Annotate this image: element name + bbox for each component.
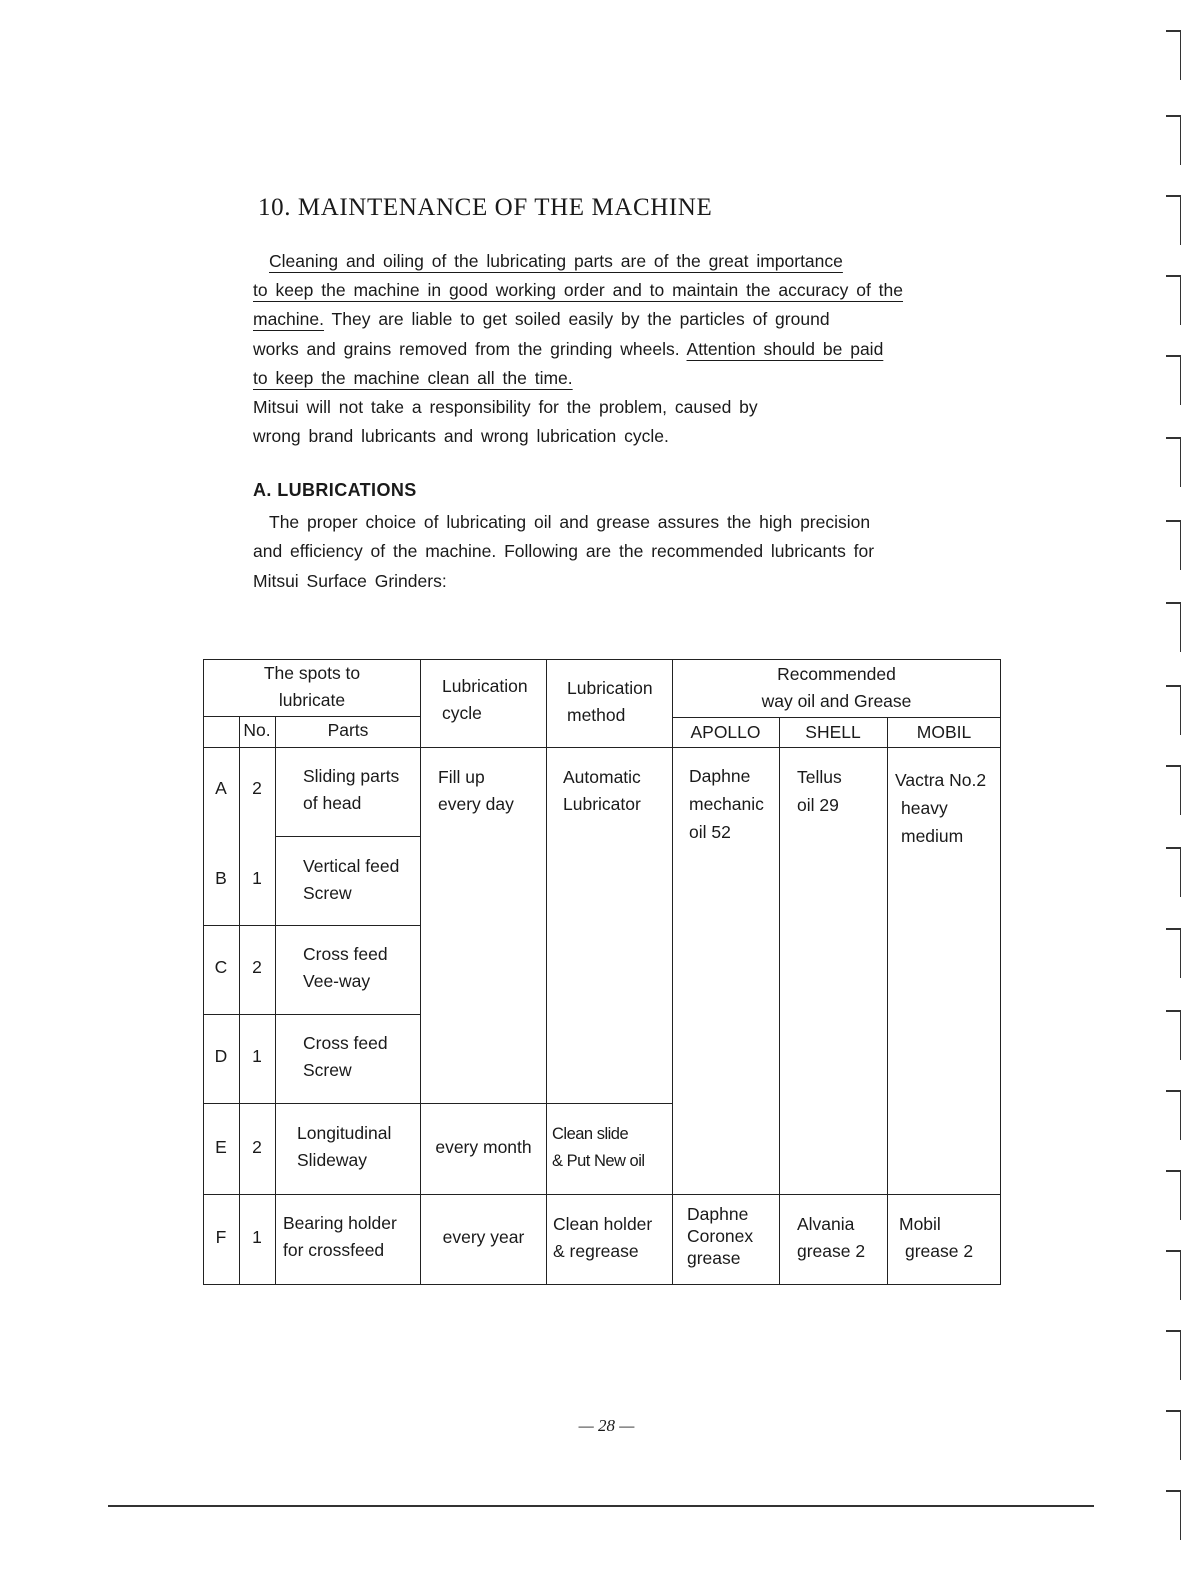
edge-bracket <box>1166 275 1184 325</box>
section-heading: A. LUBRICATIONS <box>253 480 417 500</box>
row-divider-ab <box>275 836 421 837</box>
mobil-f: Mobil grease 2 <box>899 1214 974 1261</box>
intro-paragraph <box>253 247 973 451</box>
intro-line-3: machine. They are liable to get soiled easily by the particles of ground <box>253 309 830 330</box>
header-mobil: MOBIL <box>916 722 972 742</box>
cycle-f: every year <box>442 1227 525 1247</box>
col-divider-method <box>672 659 673 1285</box>
cycle-e: every month <box>435 1137 532 1157</box>
row-divider-de <box>203 1103 672 1104</box>
intro-line-4: works and grains removed from the grinding wheels. Attention should be paid <box>253 338 884 359</box>
row-f-parts: Bearing holder for crossfeed <box>283 1213 397 1260</box>
row-d-id: D <box>214 1046 228 1066</box>
table-border-bottom <box>203 1284 1001 1285</box>
method-e: Clean slide & Put New oil <box>552 1125 645 1170</box>
row-b-parts: Vertical feed Screw <box>303 856 400 903</box>
header-no: No. <box>243 720 271 740</box>
col-divider-shell <box>887 717 888 1285</box>
method-a-d: Automatic Lubricator <box>563 767 641 814</box>
section-line-3: Mitsui Surface Grinders: <box>253 570 447 591</box>
edge-bracket <box>1166 1490 1184 1540</box>
row-divider-cd <box>203 1014 421 1015</box>
edge-bracket <box>1166 847 1184 897</box>
edge-bracket <box>1166 602 1184 652</box>
section-line-1: The proper choice of lubricating oil and grease assures the high precision <box>269 512 871 532</box>
edge-bracket <box>1166 115 1184 165</box>
edge-bracket <box>1166 437 1184 487</box>
header-spots: The spots to lubricate <box>263 663 361 710</box>
table-border-right <box>1000 659 1001 1285</box>
intro-line-1: Cleaning and oiling of the lubricating parts are of the great importance <box>269 251 843 271</box>
edge-bracket <box>1166 1250 1184 1300</box>
edge-bracket <box>1166 928 1184 978</box>
cycle-a-d: Fill up every day <box>438 767 514 814</box>
edge-bracket <box>1166 1170 1184 1220</box>
row-d-no: 1 <box>252 1046 262 1066</box>
row-b-no: 1 <box>252 868 262 888</box>
header-apollo: APOLLO <box>690 722 761 742</box>
col-divider-parts <box>420 659 421 1285</box>
edge-bracket <box>1166 1010 1184 1060</box>
mobil-a-e: Vactra No.2 heavy medium <box>895 770 987 846</box>
apollo-f: Daphne Coronex grease <box>687 1204 754 1268</box>
header-cycle: Lubrication cycle <box>442 676 528 723</box>
row-e-id: E <box>215 1137 227 1157</box>
page-title: 10. MAINTENANCE OF THE MACHINE <box>258 194 713 221</box>
header-parts: Parts <box>327 720 369 740</box>
shell-a-e: Tellus oil 29 <box>797 767 842 815</box>
row-f-id: F <box>215 1227 227 1247</box>
edge-bracket <box>1166 520 1184 570</box>
edge-bracket <box>1166 685 1184 735</box>
header-recommended: Recommended way oil and Grease <box>761 664 912 711</box>
edge-bracket <box>1166 355 1184 405</box>
edge-bracket <box>1166 1090 1184 1140</box>
col-divider-cycle <box>546 659 547 1285</box>
row-e-parts: Longitudinal Slideway <box>297 1123 392 1170</box>
row-b-id: B <box>215 868 227 888</box>
header-shell: SHELL <box>805 722 861 742</box>
row-c-parts: Cross feed Vee-way <box>303 944 388 991</box>
edge-bracket <box>1166 30 1184 80</box>
edge-bracket <box>1166 1330 1184 1380</box>
edge-bracket <box>1166 1410 1184 1460</box>
shell-f: Alvania grease 2 <box>797 1214 866 1261</box>
apollo-a-e: Daphne mechanic oil 52 <box>689 766 764 842</box>
section-paragraph <box>253 508 973 596</box>
row-a-no: 2 <box>252 778 262 798</box>
footer-rule <box>108 1505 1094 1507</box>
row-e-no: 2 <box>252 1137 262 1157</box>
intro-line-5: to keep the machine clean all the time. <box>253 367 573 388</box>
row-c-id: C <box>214 957 228 977</box>
row-d-parts: Cross feed Screw <box>303 1033 388 1080</box>
header-divider-recommended <box>672 717 1001 718</box>
edge-bracket <box>1166 765 1184 815</box>
lubrication-table <box>203 659 1001 1285</box>
header-bottom <box>203 747 1001 748</box>
row-a-id: A <box>215 778 227 798</box>
row-divider-ef <box>203 1194 1001 1195</box>
method-f: Clean holder & regrease <box>553 1214 653 1261</box>
row-f-no: 1 <box>252 1227 262 1247</box>
intro-line-2: to keep the machine in good working order and to maintain the accuracy of the <box>253 280 904 301</box>
edge-bracket <box>1166 195 1184 245</box>
row-a-parts: Sliding parts of head <box>303 766 400 813</box>
row-c-no: 2 <box>252 957 262 977</box>
col-divider-apollo <box>779 717 780 1285</box>
intro-line-6: Mitsui will not take a responsibility for the problem, caused by <box>253 396 758 417</box>
col-divider-no <box>275 716 276 1285</box>
row-divider-bc <box>203 925 421 926</box>
page-number: — 28 — <box>578 1416 635 1435</box>
intro-line-7: wrong brand lubricants and wrong lubrication cycle. <box>253 426 669 447</box>
section-line-2: and efficiency of the machine. Following are the recommended lubricants for <box>253 541 875 562</box>
header-method: Lubrication method <box>567 678 653 725</box>
